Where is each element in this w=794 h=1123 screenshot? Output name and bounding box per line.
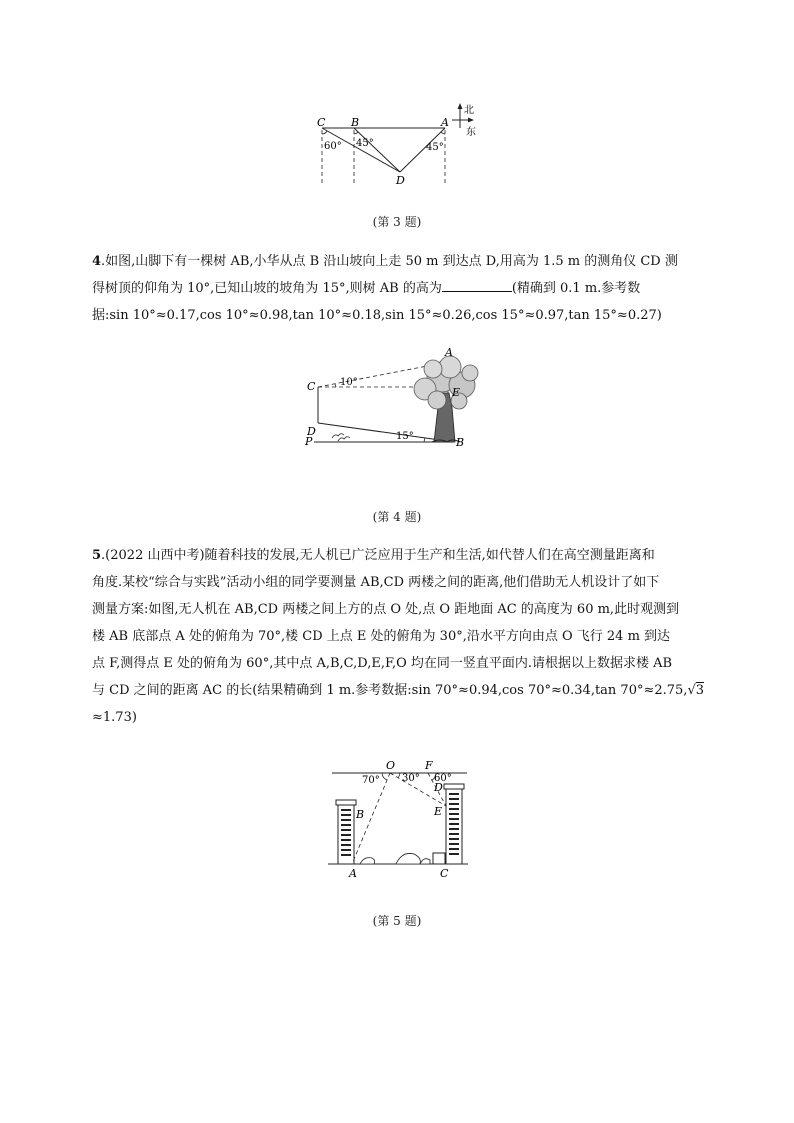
question-4-line-2a: 得树顶的仰角为 10°,已知山坡的坡角为 15°,则树 AB 的高为 xyxy=(92,281,442,296)
label-d: D xyxy=(307,425,316,438)
angle-arc-c xyxy=(322,131,327,134)
label-b: B xyxy=(356,808,365,821)
question-5-line-7: ≈1.73) xyxy=(92,710,137,725)
label-a: A xyxy=(349,867,357,880)
angle-arc-10 xyxy=(335,384,336,387)
figure-3 xyxy=(310,98,510,190)
label-a: A xyxy=(445,346,453,359)
tree-icon xyxy=(414,356,478,442)
label-b: B xyxy=(351,116,360,129)
angle-f-right: 60° xyxy=(434,773,452,784)
building-cd-icon xyxy=(433,784,464,864)
question-5 xyxy=(92,542,704,731)
question-4-line-2b: (精确到 0.1 m.参考数 xyxy=(511,281,641,296)
label-f: F xyxy=(425,759,433,772)
question-5-line-2: 角度.某校“综合与实践”活动小组的同学要测量 AB,CD 两楼之间的距离,他们借助无人机设计了如下 xyxy=(92,575,660,590)
angle-o-left: 70° xyxy=(362,775,380,786)
question-4-line-1: .如图,山脚下有一棵树 AB,小华从点 B 沿山坡向上走 50 m 到达点 D,用高为 1.5 m 的测角仪 CD 测 xyxy=(101,254,678,269)
label-c: C xyxy=(307,380,316,393)
label-a: A xyxy=(441,116,449,129)
question-5-line-5: 点 F,测得点 E 处的俯角为 60°,其中点 A,B,C,D,E,F,O 均在同一竖直平面内.请根据以上数据求楼 AB xyxy=(92,656,673,671)
slope-hatch-icon xyxy=(332,434,350,441)
label-b: B xyxy=(456,436,465,449)
question-5-line-1: .(2022 山西中考)随着科技的发展,无人机已广泛应用于生产和生活,如代替人们在高空测量距离和 xyxy=(101,548,655,563)
compass-north: 北 xyxy=(464,105,474,116)
angle-c: 60° xyxy=(324,141,342,152)
question-4-number: 4 xyxy=(92,254,102,269)
label-c: C xyxy=(440,867,449,880)
label-p: P xyxy=(305,435,313,448)
angle-10: 10° xyxy=(340,377,358,388)
angle-o-right: 30° xyxy=(402,773,420,784)
figure-4-caption: (第 4 题) xyxy=(372,510,422,524)
figure-5 xyxy=(322,756,472,882)
angle-arc-o-left xyxy=(382,773,387,780)
angle-arc-a xyxy=(441,132,445,134)
angle-arc-o-right xyxy=(398,773,400,778)
rocks-icon xyxy=(360,853,430,864)
label-e: E xyxy=(452,386,461,399)
label-o: O xyxy=(386,759,396,772)
slope-line-db xyxy=(318,423,454,442)
compass-east: 东 xyxy=(466,127,476,138)
angle-a: 45° xyxy=(426,142,444,153)
sqrt-value: 3 xyxy=(695,683,705,698)
figure-4 xyxy=(302,345,492,477)
question-4 xyxy=(92,248,704,329)
answer-blank[interactable] xyxy=(442,279,512,292)
building-ab-icon xyxy=(336,800,356,864)
label-d: D xyxy=(434,781,443,794)
question-5-line-4: 楼 AB 底部点 A 处的俯角为 70°,楼 CD 上点 E 处的俯角为 30°,沿水平方向由点 O 飞行 24 m 到达 xyxy=(92,629,671,644)
label-e: E xyxy=(434,805,443,818)
question-5-number: 5 xyxy=(92,548,102,563)
question-5-line-3: 测量方案:如图,无人机在 AB,CD 两楼之间上方的点 O 处,点 O 距地面 AC 的高度为 60 m,此时观测到 xyxy=(92,602,680,617)
angle-arc-b xyxy=(354,132,358,134)
question-5-line-6: 与 CD 之间的距离 AC 的长(结果精确到 1 m.参考数据:sin 70°≈0.94,cos 70°≈0.34,tan 70°≈2.75, xyxy=(92,683,688,698)
sqrt-symbol: √ xyxy=(687,683,696,698)
figure-3-caption: (第 3 题) xyxy=(372,215,422,229)
question-4-line-3: 据:sin 10°≈0.17,cos 10°≈0.98,tan 10°≈0.18,sin 15°≈0.26,cos 15°≈0.97,tan 15°≈0.27) xyxy=(92,308,662,323)
label-d: D xyxy=(396,174,405,187)
label-c: C xyxy=(317,116,326,129)
figure-5-caption: (第 5 题) xyxy=(372,914,422,928)
angle-arc-15 xyxy=(424,438,425,442)
angle-b: 45° xyxy=(356,138,374,149)
angle-15: 15° xyxy=(396,431,414,442)
